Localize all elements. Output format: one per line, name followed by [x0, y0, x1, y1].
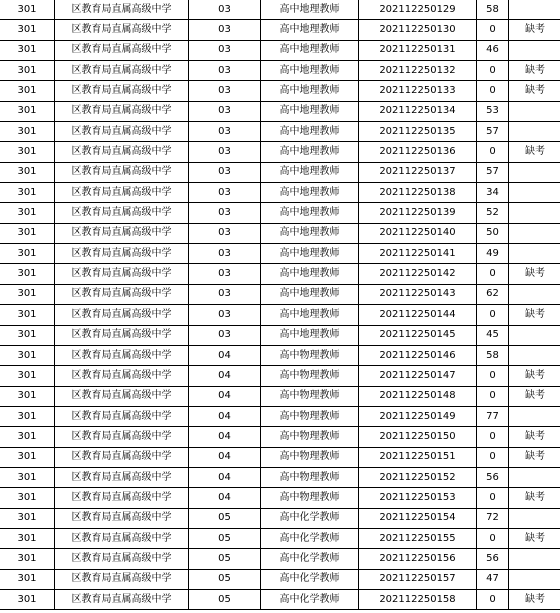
unit-code-cell: 301 [0, 345, 55, 365]
score-cell: 57 [477, 162, 509, 182]
table-row [0, 81, 560, 101]
ticket-number-cell: 202112250150 [359, 427, 477, 447]
post-code-cell: 03 [189, 223, 261, 243]
table-row [0, 508, 560, 528]
post-code-cell: 03 [189, 325, 261, 345]
table-row [0, 40, 560, 60]
table-row [0, 569, 560, 589]
score-cell: 0 [477, 386, 509, 406]
remark-cell [509, 122, 560, 142]
unit-code-cell: 301 [0, 549, 55, 569]
post-code-cell: 03 [189, 305, 261, 325]
ticket-number-cell: 202112250145 [359, 325, 477, 345]
ticket-number-cell: 202112250142 [359, 264, 477, 284]
unit-name-cell: 区教育局直属高级中学 [55, 0, 189, 20]
post-code-cell: 04 [189, 366, 261, 386]
post-name-cell: 高中地理教师 [261, 162, 359, 182]
table-row [0, 20, 560, 40]
unit-name-cell: 区教育局直属高级中学 [55, 488, 189, 508]
remark-cell: 缺考 [509, 589, 560, 609]
post-name-cell: 高中地理教师 [261, 40, 359, 60]
unit-name-cell: 区教育局直属高级中学 [55, 40, 189, 60]
post-code-cell: 03 [189, 284, 261, 304]
table-row [0, 0, 560, 20]
unit-code-cell: 301 [0, 81, 55, 101]
post-name-cell: 高中化学教师 [261, 589, 359, 609]
table-row [0, 223, 560, 243]
unit-code-cell: 301 [0, 467, 55, 487]
post-code-cell: 03 [189, 20, 261, 40]
unit-name-cell: 区教育局直属高级中学 [55, 162, 189, 182]
table-row [0, 101, 560, 121]
table-row [0, 183, 560, 203]
table-row [0, 467, 560, 487]
table-row [0, 427, 560, 447]
unit-name-cell: 区教育局直属高级中学 [55, 305, 189, 325]
unit-code-cell: 301 [0, 447, 55, 467]
remark-cell [509, 101, 560, 121]
post-name-cell: 高中地理教师 [261, 61, 359, 81]
ticket-number-cell: 202112250131 [359, 40, 477, 60]
post-name-cell: 高中化学教师 [261, 549, 359, 569]
unit-name-cell: 区教育局直属高级中学 [55, 122, 189, 142]
score-cell: 72 [477, 508, 509, 528]
unit-code-cell: 301 [0, 223, 55, 243]
unit-name-cell: 区教育局直属高级中学 [55, 183, 189, 203]
post-name-cell: 高中地理教师 [261, 20, 359, 40]
post-name-cell: 高中地理教师 [261, 284, 359, 304]
post-code-cell: 03 [189, 0, 261, 20]
remark-cell: 缺考 [509, 528, 560, 548]
post-code-cell: 04 [189, 427, 261, 447]
unit-name-cell: 区教育局直属高级中学 [55, 61, 189, 81]
remark-cell [509, 284, 560, 304]
post-name-cell: 高中化学教师 [261, 528, 359, 548]
post-code-cell: 03 [189, 142, 261, 162]
remark-cell: 缺考 [509, 61, 560, 81]
unit-name-cell: 区教育局直属高级中学 [55, 467, 189, 487]
remark-cell [509, 508, 560, 528]
table-row [0, 488, 560, 508]
ticket-number-cell: 202112250149 [359, 406, 477, 426]
ticket-number-cell: 202112250133 [359, 81, 477, 101]
post-name-cell: 高中地理教师 [261, 305, 359, 325]
score-cell: 53 [477, 101, 509, 121]
post-code-cell: 04 [189, 467, 261, 487]
post-name-cell: 高中地理教师 [261, 203, 359, 223]
post-code-cell: 03 [189, 61, 261, 81]
remark-cell: 缺考 [509, 488, 560, 508]
ticket-number-cell: 202112250139 [359, 203, 477, 223]
unit-code-cell: 301 [0, 203, 55, 223]
post-code-cell: 05 [189, 569, 261, 589]
post-name-cell: 高中地理教师 [261, 223, 359, 243]
table-row [0, 386, 560, 406]
score-cell: 52 [477, 203, 509, 223]
ticket-number-cell: 202112250132 [359, 61, 477, 81]
unit-name-cell: 区教育局直属高级中学 [55, 366, 189, 386]
remark-cell [509, 549, 560, 569]
ticket-number-cell: 202112250151 [359, 447, 477, 467]
unit-code-cell: 301 [0, 20, 55, 40]
post-name-cell: 高中地理教师 [261, 142, 359, 162]
unit-name-cell: 区教育局直属高级中学 [55, 406, 189, 426]
post-name-cell: 高中地理教师 [261, 122, 359, 142]
ticket-number-cell: 202112250143 [359, 284, 477, 304]
score-cell: 47 [477, 569, 509, 589]
post-code-cell: 03 [189, 162, 261, 182]
unit-name-cell: 区教育局直属高级中学 [55, 20, 189, 40]
remark-cell [509, 345, 560, 365]
table-row [0, 244, 560, 264]
ticket-number-cell: 202112250144 [359, 305, 477, 325]
ticket-number-cell: 202112250141 [359, 244, 477, 264]
remark-cell [509, 325, 560, 345]
table-row [0, 305, 560, 325]
unit-name-cell: 区教育局直属高级中学 [55, 386, 189, 406]
unit-code-cell: 301 [0, 569, 55, 589]
remark-cell [509, 406, 560, 426]
ticket-number-cell: 202112250157 [359, 569, 477, 589]
score-cell: 46 [477, 40, 509, 60]
unit-code-cell: 301 [0, 61, 55, 81]
post-code-cell: 03 [189, 244, 261, 264]
table-row [0, 122, 560, 142]
post-name-cell: 高中地理教师 [261, 325, 359, 345]
unit-code-cell: 301 [0, 488, 55, 508]
post-code-cell: 05 [189, 589, 261, 609]
score-cell: 58 [477, 345, 509, 365]
post-name-cell: 高中地理教师 [261, 101, 359, 121]
post-code-cell: 04 [189, 488, 261, 508]
table-row [0, 325, 560, 345]
ticket-number-cell: 202112250136 [359, 142, 477, 162]
table-row [0, 162, 560, 182]
score-cell: 0 [477, 366, 509, 386]
post-code-cell: 04 [189, 345, 261, 365]
table-row [0, 366, 560, 386]
table-row [0, 345, 560, 365]
post-code-cell: 03 [189, 81, 261, 101]
remark-cell: 缺考 [509, 386, 560, 406]
ticket-number-cell: 202112250147 [359, 366, 477, 386]
post-name-cell: 高中物理教师 [261, 447, 359, 467]
table-row [0, 264, 560, 284]
table-row [0, 528, 560, 548]
unit-code-cell: 301 [0, 589, 55, 609]
ticket-number-cell: 202112250140 [359, 223, 477, 243]
score-cell: 0 [477, 142, 509, 162]
post-name-cell: 高中地理教师 [261, 244, 359, 264]
ticket-number-cell: 202112250130 [359, 20, 477, 40]
ticket-number-cell: 202112250129 [359, 0, 477, 20]
remark-cell [509, 467, 560, 487]
score-cell: 0 [477, 305, 509, 325]
ticket-number-cell: 202112250137 [359, 162, 477, 182]
remark-cell: 缺考 [509, 305, 560, 325]
post-name-cell: 高中地理教师 [261, 183, 359, 203]
ticket-number-cell: 202112250148 [359, 386, 477, 406]
post-name-cell: 高中物理教师 [261, 386, 359, 406]
unit-name-cell: 区教育局直属高级中学 [55, 264, 189, 284]
ticket-number-cell: 202112250135 [359, 122, 477, 142]
unit-name-cell: 区教育局直属高级中学 [55, 569, 189, 589]
score-cell: 34 [477, 183, 509, 203]
unit-code-cell: 301 [0, 528, 55, 548]
score-cell: 0 [477, 81, 509, 101]
unit-code-cell: 301 [0, 406, 55, 426]
score-cell: 0 [477, 61, 509, 81]
unit-code-cell: 301 [0, 142, 55, 162]
remark-cell: 缺考 [509, 427, 560, 447]
post-name-cell: 高中物理教师 [261, 366, 359, 386]
remark-cell: 缺考 [509, 366, 560, 386]
post-code-cell: 04 [189, 447, 261, 467]
unit-name-cell: 区教育局直属高级中学 [55, 325, 189, 345]
post-name-cell: 高中地理教师 [261, 81, 359, 101]
post-name-cell: 高中物理教师 [261, 345, 359, 365]
post-name-cell: 高中物理教师 [261, 488, 359, 508]
score-cell: 49 [477, 244, 509, 264]
score-cell: 50 [477, 223, 509, 243]
ticket-number-cell: 202112250146 [359, 345, 477, 365]
remark-cell [509, 569, 560, 589]
remark-cell: 缺考 [509, 142, 560, 162]
unit-code-cell: 301 [0, 305, 55, 325]
post-code-cell: 03 [189, 264, 261, 284]
post-name-cell: 高中地理教师 [261, 0, 359, 20]
unit-code-cell: 301 [0, 427, 55, 447]
table-row [0, 549, 560, 569]
remark-cell: 缺考 [509, 447, 560, 467]
unit-name-cell: 区教育局直属高级中学 [55, 345, 189, 365]
unit-code-cell: 301 [0, 101, 55, 121]
score-cell: 0 [477, 488, 509, 508]
unit-name-cell: 区教育局直属高级中学 [55, 101, 189, 121]
post-code-cell: 03 [189, 203, 261, 223]
ticket-number-cell: 202112250155 [359, 528, 477, 548]
score-cell: 62 [477, 284, 509, 304]
unit-name-cell: 区教育局直属高级中学 [55, 81, 189, 101]
post-code-cell: 03 [189, 40, 261, 60]
post-code-cell: 04 [189, 386, 261, 406]
score-cell: 57 [477, 122, 509, 142]
unit-code-cell: 301 [0, 366, 55, 386]
ticket-number-cell: 202112250153 [359, 488, 477, 508]
unit-code-cell: 301 [0, 264, 55, 284]
score-cell: 58 [477, 0, 509, 20]
unit-name-cell: 区教育局直属高级中学 [55, 447, 189, 467]
unit-name-cell: 区教育局直属高级中学 [55, 549, 189, 569]
unit-code-cell: 301 [0, 244, 55, 264]
ticket-number-cell: 202112250158 [359, 589, 477, 609]
unit-name-cell: 区教育局直属高级中学 [55, 528, 189, 548]
remark-cell [509, 223, 560, 243]
unit-code-cell: 301 [0, 40, 55, 60]
table-row [0, 589, 560, 609]
unit-name-cell: 区教育局直属高级中学 [55, 508, 189, 528]
remark-cell [509, 40, 560, 60]
remark-cell: 缺考 [509, 81, 560, 101]
table-row [0, 142, 560, 162]
unit-name-cell: 区教育局直属高级中学 [55, 223, 189, 243]
unit-name-cell: 区教育局直属高级中学 [55, 284, 189, 304]
ticket-number-cell: 202112250156 [359, 549, 477, 569]
score-cell: 56 [477, 467, 509, 487]
unit-code-cell: 301 [0, 508, 55, 528]
post-code-cell: 05 [189, 528, 261, 548]
post-name-cell: 高中物理教师 [261, 406, 359, 426]
remark-cell [509, 162, 560, 182]
remark-cell: 缺考 [509, 264, 560, 284]
score-cell: 0 [477, 528, 509, 548]
table-row [0, 447, 560, 467]
post-name-cell: 高中地理教师 [261, 264, 359, 284]
score-cell: 0 [477, 589, 509, 609]
post-name-cell: 高中物理教师 [261, 467, 359, 487]
unit-name-cell: 区教育局直属高级中学 [55, 589, 189, 609]
score-cell: 0 [477, 264, 509, 284]
unit-code-cell: 301 [0, 183, 55, 203]
table-row [0, 61, 560, 81]
unit-code-cell: 301 [0, 386, 55, 406]
remark-cell [509, 244, 560, 264]
unit-code-cell: 301 [0, 284, 55, 304]
post-name-cell: 高中化学教师 [261, 508, 359, 528]
unit-code-cell: 301 [0, 0, 55, 20]
unit-name-cell: 区教育局直属高级中学 [55, 427, 189, 447]
post-code-cell: 05 [189, 508, 261, 528]
post-name-cell: 高中物理教师 [261, 427, 359, 447]
remark-cell: 缺考 [509, 20, 560, 40]
post-code-cell: 03 [189, 183, 261, 203]
table-row [0, 284, 560, 304]
post-code-cell: 03 [189, 101, 261, 121]
post-code-cell: 03 [189, 122, 261, 142]
table-row [0, 203, 560, 223]
ticket-number-cell: 202112250134 [359, 101, 477, 121]
unit-name-cell: 区教育局直属高级中学 [55, 203, 189, 223]
ticket-number-cell: 202112250154 [359, 508, 477, 528]
remark-cell [509, 183, 560, 203]
unit-code-cell: 301 [0, 162, 55, 182]
score-cell: 0 [477, 427, 509, 447]
post-code-cell: 04 [189, 406, 261, 426]
score-cell: 0 [477, 447, 509, 467]
score-cell: 0 [477, 20, 509, 40]
table-row [0, 406, 560, 426]
score-cell: 45 [477, 325, 509, 345]
unit-code-cell: 301 [0, 325, 55, 345]
unit-name-cell: 区教育局直属高级中学 [55, 244, 189, 264]
remark-cell [509, 0, 560, 20]
ticket-number-cell: 202112250138 [359, 183, 477, 203]
ticket-number-cell: 202112250152 [359, 467, 477, 487]
unit-code-cell: 301 [0, 122, 55, 142]
post-name-cell: 高中化学教师 [261, 569, 359, 589]
remark-cell [509, 203, 560, 223]
post-code-cell: 05 [189, 549, 261, 569]
unit-name-cell: 区教育局直属高级中学 [55, 142, 189, 162]
score-cell: 77 [477, 406, 509, 426]
score-cell: 56 [477, 549, 509, 569]
